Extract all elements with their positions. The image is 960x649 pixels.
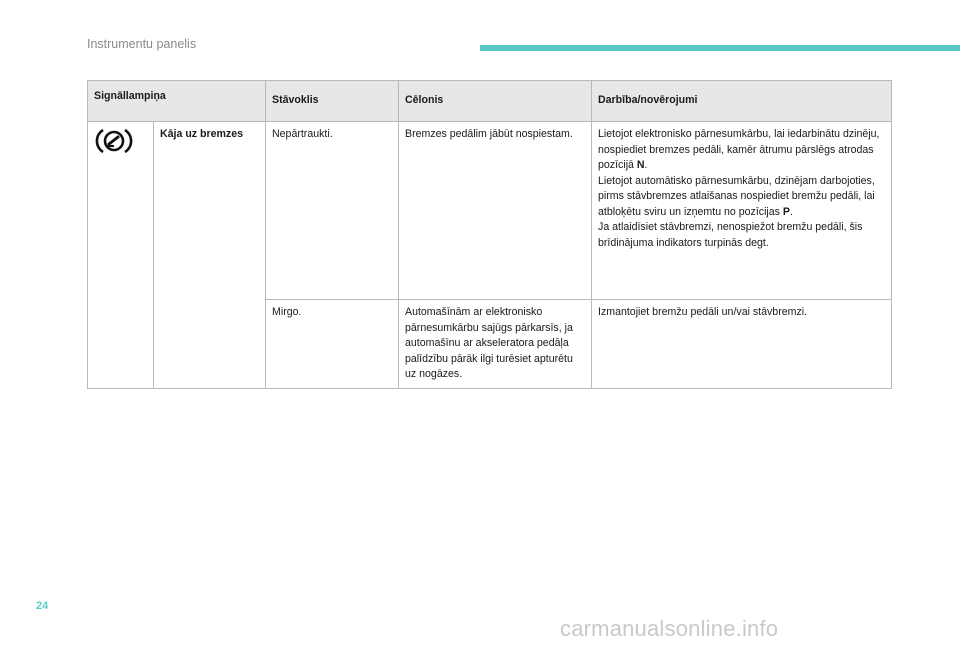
table-row bbox=[88, 122, 892, 300]
column-header-state: Stāvoklis bbox=[266, 81, 399, 122]
action-paragraph: Lietojot automātisko pārnesumkārbu, dzinējam darbojoties, pirms stāvbremzes atlaišanas nospiediet bremžu pedāli, lai atbloķētu sviru un izņemtu no pozīcijas P. bbox=[598, 174, 875, 218]
column-header-cause: Cēlonis bbox=[399, 81, 592, 122]
column-header-action: Darbība/novērojumi bbox=[592, 81, 892, 122]
action-paragraph: Lietojot elektronisko pārnesumkārbu, lai iedarbinātu dzinēju, nospiediet bremzes pedāli, kamēr ātrumu pārslēgs atrodas pozīcijā N. bbox=[598, 128, 880, 171]
state-cell: Nepārtraukti. bbox=[266, 122, 399, 300]
action-cell bbox=[592, 300, 892, 389]
indicator-name: Kāja uz bremzes bbox=[154, 122, 266, 389]
state-cell: Mirgo. bbox=[266, 300, 399, 389]
header-accent-bar bbox=[480, 45, 960, 51]
warning-light-table bbox=[87, 80, 892, 389]
column-header-indicator: Signāllampiņa bbox=[88, 81, 266, 122]
action-paragraph: Ja atlaidīsiet stāvbremzi, nenospiežot bremžu pedāli, šis brīdinājuma indikators turpinās degt. bbox=[598, 221, 863, 249]
watermark: carmanualsonline.info bbox=[560, 616, 779, 641]
table-header-row bbox=[88, 81, 892, 122]
cause-cell: Bremzes pedālim jābūt nospiestam. bbox=[399, 122, 592, 300]
page-number: 24 bbox=[36, 600, 49, 612]
section-title: Instrumentu panelis bbox=[87, 37, 197, 51]
action-paragraph: Izmantojiet bremžu pedāli un/vai stāvbremzi. bbox=[598, 306, 808, 318]
action-cell bbox=[592, 122, 892, 300]
brake-pedal-warning-icon bbox=[94, 127, 134, 155]
indicator-icon-cell bbox=[88, 122, 154, 389]
cause-cell: Automašīnām ar elektronisko pārnesumkārbu sajūgs pārkarsīs, ja automašīnu ar akseleratora pedāļa palīdzību pārāk ilgi turēsiet apturētu uz nogāzes. bbox=[399, 300, 592, 389]
